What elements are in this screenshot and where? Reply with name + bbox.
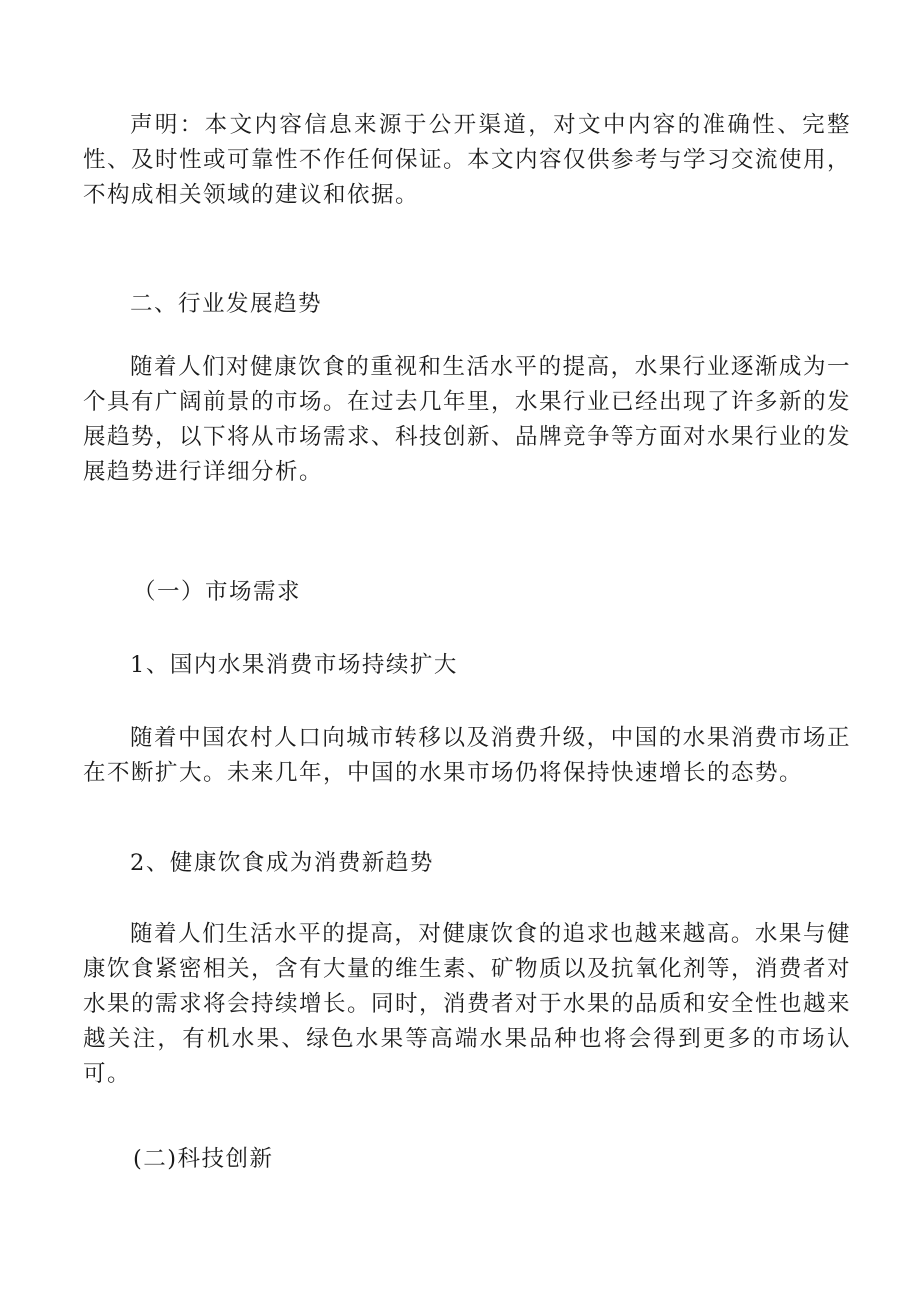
section-title: 二、行业发展趋势 [130, 291, 323, 317]
disclaimer-paragraph: 声明：本文内容信息来源于公开渠道，对文中内容的准确性、完整性、及时性或可靠性不作任何保证。本文内容仅供参考与学习交流使用，不构成相关领域的建议和依据。 [83, 112, 852, 208]
item-body-domestic-market: 随着中国农村人口向城市转移以及消费升级，中国的水果消费市场正在不断扩大。未来几年，中国的水果市场仍将保持快速增长的态势。 [83, 725, 851, 786]
item-body-healthy-diet: 随着人们生活水平的提高，对健康饮食的追求也越来越高。水果与健康饮食紧密相关，含有大量的维生素、矿物质以及抗氧化剂等，消费者对水果的需求将会持续增长。同时，消费者对于水果的品质和安全性也越来越关注，有机水果、绿色水果等高端水果品种也将会得到更多的市场认可。 [83, 921, 852, 1087]
subsection-title-market-demand: （一）市场需求 [133, 579, 302, 605]
subsection-title-tech-innovation: (二)科技创新 [133, 1146, 274, 1172]
item-title-domestic-market: 1、国内水果消费市场持续扩大 [130, 652, 458, 678]
intro-paragraph: 随着人们对健康饮食的重视和生活水平的提高，水果行业逐渐成为一个具有广阔前景的市场。在过去几年里，水果行业已经出现了许多新的发展趋势，以下将从市场需求、科技创新、品牌竞争等方面对水果行业的发展趋势进行详细分析。 [83, 354, 852, 485]
item-title-healthy-diet: 2、健康饮食成为消费新趋势 [130, 850, 434, 876]
